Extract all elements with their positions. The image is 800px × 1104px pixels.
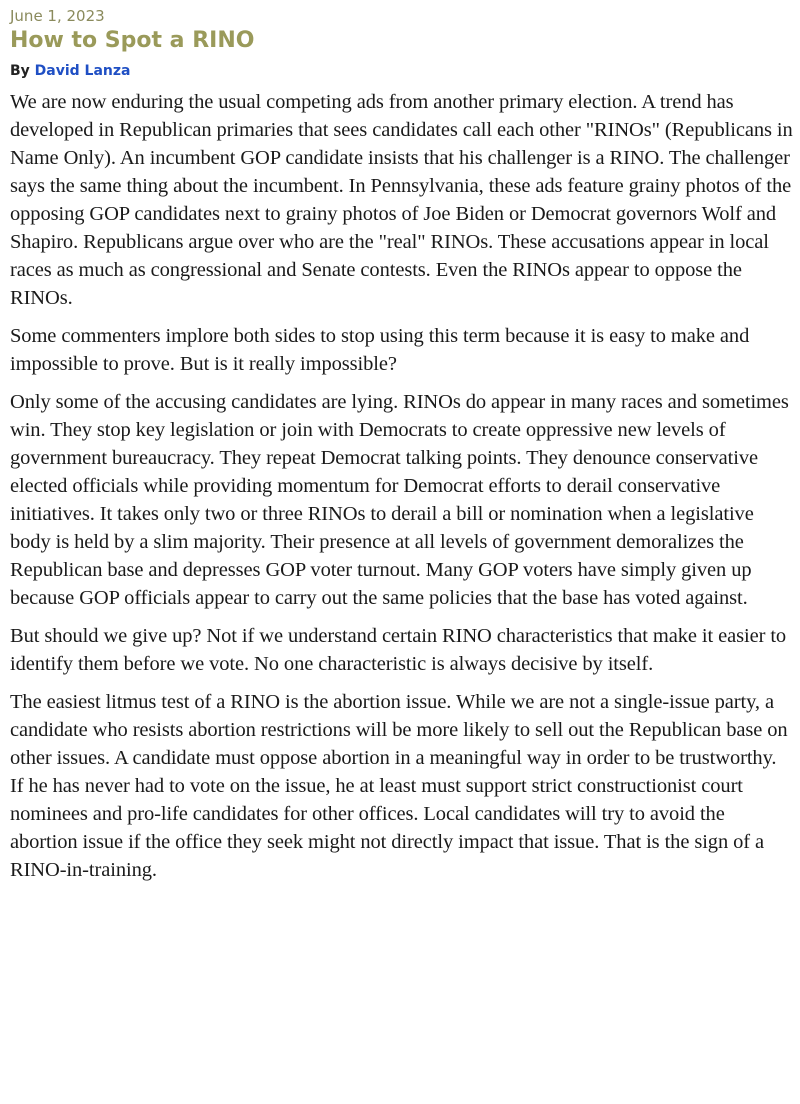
article-title: How to Spot a RINO (10, 28, 255, 53)
paragraph-4: But should we give up? Not if we understand certain RINO characteristics that make it easier to identify them before we vote. No one characteristic is always decisive by itself. (10, 625, 787, 675)
byline-prefix: By (10, 63, 30, 79)
author-link[interactable]: David Lanza (34, 63, 131, 79)
paragraph-2: Some commenters implore both sides to stop using this term because it is easy to make and impossible to prove. But is it really impossible? (10, 325, 750, 375)
article (10, 6, 794, 894)
byline (10, 60, 794, 82)
paragraph-3: Only some of the accusing candidates are lying. RINOs do appear in many races and sometimes win. They stop key legislation or join with Democrats to create oppressive new levels of government bureaucracy. They repeat Democrat talking points. They denounce conservative elected officials while providing momentum for Democrat efforts to derail conservative initiatives. It takes only two or three RINOs to derail a bill or nomination when a legislative body is held by a slim majority. Their presence at all levels of government demoralizes the Republican base and depresses GOP voter turnout. Many GOP voters have simply given up because GOP officials appear to carry out the same policies that the base has voted against. (10, 391, 789, 609)
article-date: June 1, 2023 (10, 7, 105, 25)
paragraph-1: We are now enduring the usual competing ads from another primary election. A trend has developed in Republican primaries that sees candidates call each other "RINOs" (Republicans in Name Only). An incumbent GOP candidate insists that his challenger is a RINO. The challenger says the same thing about the incumbent. In Pennsylvania, these ads feature grainy photos of the opposing GOP candidates next to grainy photos of Joe Biden or Democrat governors Wolf and Shapiro. Republicans argue over who are the "real" RINOs. These accusations appear in local races as much as congressional and Senate contests. Even the RINOs appear to oppose the RINOs. (10, 91, 793, 309)
paragraph-5: The easiest litmus test of a RINO is the abortion issue. While we are not a single-issue party, a candidate who resists abortion restrictions will be more likely to sell out the Republican base on other issues. A candidate must oppose abortion in a meaningful way in order to be trustworthy. If he has never had to vote on the issue, he at least must support strict constructionist court nominees and pro-life candidates for other offices. Local candidates will try to avoid the abortion issue if the office they seek might not directly impact that issue. That is the sign of a RINO-in-training. (10, 691, 788, 881)
article-body (10, 88, 794, 884)
